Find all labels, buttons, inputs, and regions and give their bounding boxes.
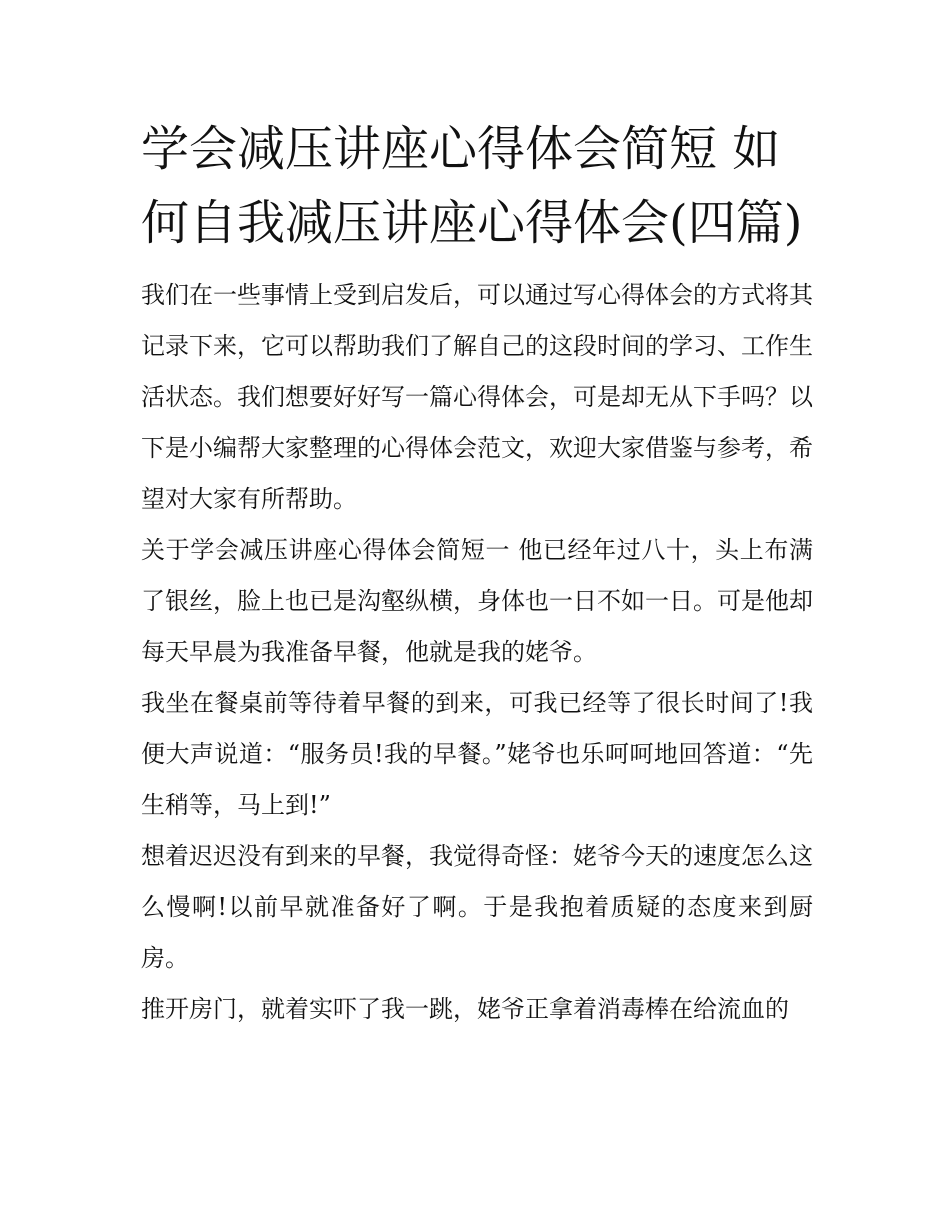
paragraph-3: 想着迟迟没有到来的早餐，我觉得奇怪：姥爷今天的速度怎么这么慢啊!以前早就准备好了啊。于是我抱着质疑的态度来到厨房。	[141, 842, 813, 972]
document-title: 学会减压讲座心得体会简短 如何自我减压讲座心得体会(四篇)	[141, 121, 803, 251]
paragraph-2: 我坐在餐桌前等待着早餐的到来，可我已经等了很长时间了!我便大声说道：“服务员!我的早餐。”姥爷也乐呵呵地回答道：“先生稍等，马上到!”	[141, 689, 813, 819]
paragraph-1: 关于学会减压讲座心得体会简短一 他已经年过八十，头上布满了银丝，脸上也已是沟壑纵横，身体也一日不如一日。可是他却每天早晨为我准备早餐，他就是我的姥爷。	[141, 536, 813, 666]
paragraph-4: 推开房门，就着实吓了我一跳，姥爷正拿着消毒棒在给流血的	[141, 995, 789, 1023]
paragraph-intro: 我们在一些事情上受到启发后，可以通过写心得体会的方式将其记录下来，它可以帮助我们了解自己的这段时间的学习、工作生活状态。我们想要好好写一篇心得体会，可是却无从下手吗？以下是小编帮大家整理的心得体会范文，欢迎大家借鉴与参考，希望对大家有所帮助。	[141, 281, 813, 513]
document-page	[141, 112, 813, 1035]
